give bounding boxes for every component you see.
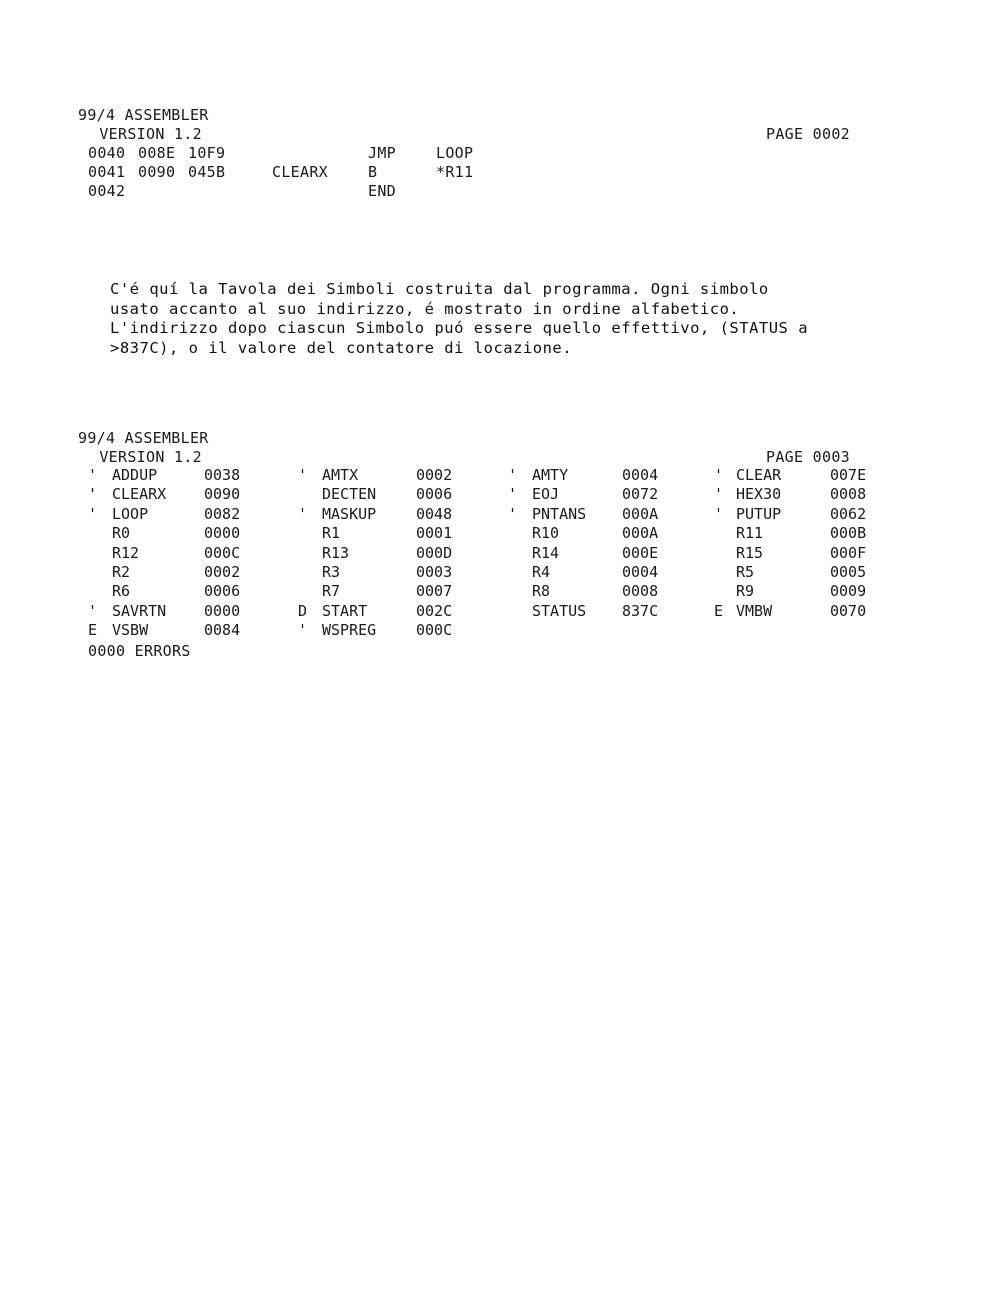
description-line: L'indirizzo dopo ciascun Simbolo puó essere quello effettivo, (STATUS a	[110, 319, 809, 337]
symbol-name: DECTEN	[322, 485, 377, 504]
symbol-value: 0000	[204, 524, 241, 543]
symbol-name: AMTY	[532, 466, 569, 484]
symbol-flag: '	[714, 485, 724, 504]
symbol-flag: '	[714, 466, 724, 484]
symbol-value: 0070	[830, 601, 867, 620]
symbol-value: 000F	[830, 543, 867, 562]
operand: LOOP	[436, 144, 474, 162]
symbol-value: 0008	[622, 582, 659, 601]
symbol-value: 0038	[204, 466, 241, 484]
symbol-flag: '	[508, 466, 518, 484]
symbol-flag: '	[508, 504, 518, 523]
symbol-name: R14	[532, 543, 560, 562]
symbol-flag: '	[714, 504, 724, 523]
symbol-name: R10	[532, 524, 560, 543]
version-label: VERSION 1.2	[99, 125, 202, 143]
symbol-name: AMTX	[322, 466, 359, 484]
symbol-value: 837C	[622, 601, 659, 620]
symbol-name: ADDUP	[112, 466, 158, 484]
symbol-name: R12	[112, 543, 140, 562]
symbol-flag: '	[88, 601, 98, 620]
symbol-value: 0004	[622, 562, 659, 581]
symbol-value: 0004	[622, 466, 659, 484]
symbol-name: VMBW	[736, 601, 773, 620]
symbol-flag: '	[508, 485, 518, 504]
symbol-value: 0002	[204, 562, 241, 581]
symbol-value: 0003	[416, 562, 453, 581]
symbol-name: R15	[736, 543, 764, 562]
object-code: 10F9	[188, 144, 226, 162]
version-line	[62, 448, 896, 467]
symbol-value: 000E	[622, 543, 659, 562]
operand: *R11	[436, 163, 474, 181]
symbol-name: EOJ	[532, 485, 560, 504]
description-line: usato accanto al suo indirizzo, é mostrato in ordine alfabetico.	[110, 299, 740, 318]
line-number: 0040	[88, 144, 126, 162]
page-number: PAGE 0002	[766, 125, 850, 143]
symbol-value: 000A	[622, 504, 659, 523]
symbol-flag: E	[88, 621, 98, 640]
symbol-value: 0072	[622, 485, 659, 504]
symbol-name: HEX30	[736, 485, 782, 504]
object-code: 045B	[188, 163, 226, 181]
symbol-name: PUTUP	[736, 504, 782, 523]
symbol-value: 0007	[416, 582, 453, 601]
symbol-name: R5	[736, 562, 755, 581]
symbol-value: 000C	[204, 543, 241, 562]
symbol-value: 0082	[204, 504, 241, 523]
symbol-value: 0009	[830, 582, 867, 601]
symbol-name: R3	[322, 562, 341, 581]
symbol-flag: '	[88, 466, 98, 484]
assembler-header: 99/4 ASSEMBLER	[78, 106, 209, 124]
symbol-flag: '	[88, 504, 98, 523]
symbol-name: R0	[112, 524, 131, 543]
symbol-name: VSBW	[112, 621, 149, 640]
opcode: JMP	[368, 144, 396, 162]
symbol-name: CLEARX	[112, 485, 167, 504]
listing-page-0003-header	[66, 429, 896, 467]
code-line	[66, 182, 896, 201]
symbol-flag: D	[298, 601, 308, 620]
error-summary: 0000 ERRORS	[88, 642, 191, 660]
symbol-name: START	[322, 601, 368, 620]
symbol-value: 0006	[204, 582, 241, 601]
symbol-name: CLEAR	[736, 466, 782, 484]
line-number: 0041	[88, 163, 126, 181]
symbol-value: 000B	[830, 524, 867, 543]
assembler-header: 99/4 ASSEMBLER	[78, 429, 209, 447]
version-line	[62, 125, 896, 144]
symbol-name: SAVRTN	[112, 601, 167, 620]
opcode: B	[368, 163, 378, 181]
symbol-value: 002C	[416, 601, 453, 620]
symbol-value: 000D	[416, 543, 453, 562]
symbol-name: R1	[322, 524, 341, 543]
symbol-value: 0000	[204, 601, 241, 620]
symbol-value: 000C	[416, 621, 453, 640]
symbol-name: R11	[736, 524, 764, 543]
symbol-value: 0005	[830, 562, 867, 581]
symbol-name: R8	[532, 582, 551, 601]
symbol-value: 0048	[416, 504, 453, 523]
description-line: >837C), o il valore del contatore di locazione.	[110, 338, 573, 357]
code-line	[66, 163, 896, 182]
description-line: C'é quí la Tavola dei Simboli costruita dal programma. Ogni simbolo	[110, 280, 769, 298]
line-number: 0042	[88, 182, 126, 200]
symbol-flag: E	[714, 601, 724, 620]
symbol-flag: '	[298, 466, 308, 484]
symbol-value: 007E	[830, 466, 867, 484]
symbol-value: 0001	[416, 524, 453, 543]
symbol-name: R4	[532, 562, 551, 581]
symbol-value: 0008	[830, 485, 867, 504]
label: CLEARX	[272, 163, 328, 181]
address: 008E	[138, 144, 176, 162]
page-number: PAGE 0003	[766, 448, 850, 466]
symbol-value: 0062	[830, 504, 867, 523]
symbol-name: R2	[112, 562, 131, 581]
symbol-name: MASKUP	[322, 504, 377, 523]
symbol-name: STATUS	[532, 601, 587, 620]
opcode: END	[368, 182, 396, 200]
symbol-flag: '	[298, 504, 308, 523]
version-label: VERSION 1.2	[99, 448, 202, 466]
symbol-value: 000A	[622, 524, 659, 543]
symbol-value: 0090	[204, 485, 241, 504]
symbol-name: R6	[112, 582, 131, 601]
symbol-name: LOOP	[112, 504, 149, 523]
symbol-flag: '	[88, 485, 98, 504]
code-line	[66, 144, 896, 163]
symbol-value: 0084	[204, 621, 241, 640]
symbol-value: 0002	[416, 466, 453, 484]
address: 0090	[138, 163, 176, 181]
listing-page-0002	[66, 106, 896, 201]
symbol-table-description	[110, 280, 970, 358]
symbol-value: 0006	[416, 485, 453, 504]
symbol-name: R9	[736, 582, 755, 601]
symbol-flag: '	[298, 621, 308, 640]
symbol-name: R13	[322, 543, 350, 562]
symbol-name: WSPREG	[322, 621, 377, 640]
symbol-name: R7	[322, 582, 341, 601]
symbol-name: PNTANS	[532, 504, 587, 523]
